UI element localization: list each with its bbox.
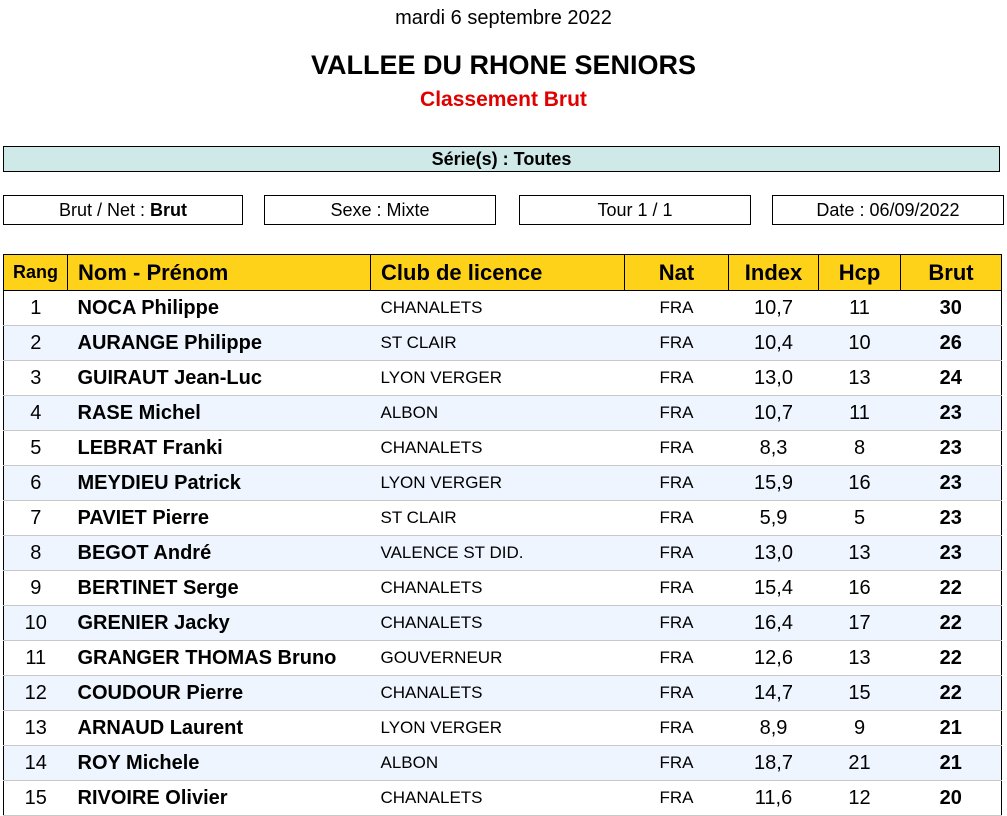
table-row [4, 676, 1002, 711]
cell-club: CHANALETS [371, 431, 625, 466]
date-box [772, 195, 1004, 225]
date-value: 06/09/2022 [869, 200, 960, 220]
cell-rang: 4 [4, 396, 68, 431]
cell-index: 11,6 [729, 781, 819, 816]
cell-nat: FRA [625, 606, 729, 641]
table-row [4, 536, 1002, 571]
table-row [4, 501, 1002, 536]
cell-brut: 22 [901, 676, 1002, 711]
cell-hcp: 17 [819, 606, 901, 641]
table-row [4, 396, 1002, 431]
col-header-club: Club de licence [371, 255, 625, 291]
table-row [4, 711, 1002, 746]
col-header-nat: Nat [625, 255, 729, 291]
cell-brut: 20 [901, 781, 1002, 816]
table-row [4, 326, 1002, 361]
table-header-row [4, 255, 1002, 291]
cell-hcp: 9 [819, 711, 901, 746]
table-row [4, 746, 1002, 781]
cell-hcp: 13 [819, 536, 901, 571]
series-banner: Série(s) : Toutes [3, 146, 1000, 172]
cell-brut: 21 [901, 746, 1002, 781]
cell-nom: NOCA Philippe [68, 291, 371, 326]
cell-rang: 6 [4, 466, 68, 501]
cell-nom: LEBRAT Franki [68, 431, 371, 466]
report-date: mardi 6 septembre 2022 [395, 7, 612, 29]
cell-nat: FRA [625, 326, 729, 361]
cell-hcp: 15 [819, 676, 901, 711]
cell-index: 8,9 [729, 711, 819, 746]
cell-nom: AURANGE Philippe [68, 326, 371, 361]
cell-rang: 12 [4, 676, 68, 711]
table-row [4, 431, 1002, 466]
table-row [4, 781, 1002, 816]
cell-nom: BEGOT André [68, 536, 371, 571]
cell-index: 12,6 [729, 641, 819, 676]
cell-index: 15,9 [729, 466, 819, 501]
cell-nat: FRA [625, 536, 729, 571]
competition-title: VALLEE DU RHONE SENIORS [310, 50, 697, 80]
cell-rang: 8 [4, 536, 68, 571]
cell-club: GOUVERNEUR [371, 641, 625, 676]
sexe-value: Mixte [386, 200, 430, 220]
cell-nom: GRANGER THOMAS Bruno [68, 641, 371, 676]
cell-brut: 22 [901, 641, 1002, 676]
cell-nat: FRA [625, 361, 729, 396]
table-row [4, 291, 1002, 326]
cell-nat: FRA [625, 711, 729, 746]
cell-brut: 21 [901, 711, 1002, 746]
cell-brut: 22 [901, 606, 1002, 641]
cell-club: CHANALETS [371, 571, 625, 606]
col-header-index: Index [729, 255, 819, 291]
cell-rang: 9 [4, 571, 68, 606]
cell-index: 15,4 [729, 571, 819, 606]
cell-index: 10,7 [729, 396, 819, 431]
cell-hcp: 5 [819, 501, 901, 536]
col-header-brut: Brut [901, 255, 1002, 291]
date-label: Date : [816, 200, 865, 220]
cell-brut: 23 [901, 536, 1002, 571]
cell-brut: 23 [901, 396, 1002, 431]
cell-club: ST CLAIR [371, 326, 625, 361]
cell-hcp: 13 [819, 641, 901, 676]
cell-rang: 1 [4, 291, 68, 326]
cell-nat: FRA [625, 571, 729, 606]
cell-club: CHANALETS [371, 676, 625, 711]
cell-club: VALENCE ST DID. [371, 536, 625, 571]
cell-club: CHANALETS [371, 781, 625, 816]
cell-nom: RIVOIRE Olivier [68, 781, 371, 816]
table-row [4, 571, 1002, 606]
cell-brut: 26 [901, 326, 1002, 361]
cell-brut: 22 [901, 571, 1002, 606]
cell-hcp: 21 [819, 746, 901, 781]
brut-net-label: Brut / Net : [58, 200, 145, 220]
brut-net-box [3, 195, 243, 225]
cell-hcp: 8 [819, 431, 901, 466]
col-header-hcp: Hcp [819, 255, 901, 291]
table-row [4, 606, 1002, 641]
ranking-subtitle: Classement Brut [420, 88, 587, 111]
cell-nat: FRA [625, 466, 729, 501]
cell-nom: BERTINET Serge [68, 571, 371, 606]
brut-net-value: Brut [150, 200, 188, 220]
col-header-rang: Rang [4, 255, 68, 291]
table-row [4, 641, 1002, 676]
cell-hcp: 10 [819, 326, 901, 361]
cell-brut: 23 [901, 501, 1002, 536]
table-row [4, 466, 1002, 501]
cell-rang: 3 [4, 361, 68, 396]
cell-hcp: 11 [819, 291, 901, 326]
cell-index: 10,4 [729, 326, 819, 361]
cell-hcp: 12 [819, 781, 901, 816]
cell-club: ALBON [371, 746, 625, 781]
cell-nom: ROY Michele [68, 746, 371, 781]
cell-club: LYON VERGER [371, 711, 625, 746]
cell-nat: FRA [625, 431, 729, 466]
cell-brut: 24 [901, 361, 1002, 396]
cell-club: CHANALETS [371, 291, 625, 326]
cell-nom: PAVIET Pierre [68, 501, 371, 536]
cell-nat: FRA [625, 396, 729, 431]
cell-index: 16,4 [729, 606, 819, 641]
cell-hcp: 11 [819, 396, 901, 431]
cell-nat: FRA [625, 641, 729, 676]
cell-nat: FRA [625, 676, 729, 711]
cell-hcp: 16 [819, 466, 901, 501]
cell-index: 13,0 [729, 536, 819, 571]
cell-index: 8,3 [729, 431, 819, 466]
tour-box [519, 195, 751, 225]
cell-rang: 15 [4, 781, 68, 816]
cell-brut: 23 [901, 466, 1002, 501]
cell-index: 13,0 [729, 361, 819, 396]
sexe-box [264, 195, 496, 225]
sexe-label: Sexe : [330, 200, 382, 220]
cell-rang: 2 [4, 326, 68, 361]
results-table [3, 254, 1002, 816]
cell-nat: FRA [625, 501, 729, 536]
cell-nat: FRA [625, 746, 729, 781]
cell-rang: 7 [4, 501, 68, 536]
cell-nom: MEYDIEU Patrick [68, 466, 371, 501]
cell-nat: FRA [625, 291, 729, 326]
cell-rang: 10 [4, 606, 68, 641]
cell-rang: 11 [4, 641, 68, 676]
cell-index: 18,7 [729, 746, 819, 781]
cell-rang: 5 [4, 431, 68, 466]
cell-index: 14,7 [729, 676, 819, 711]
cell-index: 5,9 [729, 501, 819, 536]
cell-club: LYON VERGER [371, 361, 625, 396]
col-header-nom: Nom - Prénom [68, 255, 371, 291]
cell-rang: 13 [4, 711, 68, 746]
table-row [4, 361, 1002, 396]
cell-hcp: 13 [819, 361, 901, 396]
cell-nom: GUIRAUT Jean-Luc [68, 361, 371, 396]
cell-club: LYON VERGER [371, 466, 625, 501]
cell-nom: ARNAUD Laurent [68, 711, 371, 746]
cell-nom: RASE Michel [68, 396, 371, 431]
cell-hcp: 16 [819, 571, 901, 606]
cell-index: 10,7 [729, 291, 819, 326]
cell-club: ST CLAIR [371, 501, 625, 536]
cell-club: ALBON [371, 396, 625, 431]
cell-nom: GRENIER Jacky [68, 606, 371, 641]
cell-club: CHANALETS [371, 606, 625, 641]
cell-nat: FRA [625, 781, 729, 816]
cell-nom: COUDOUR Pierre [68, 676, 371, 711]
cell-brut: 23 [901, 431, 1002, 466]
cell-brut: 30 [901, 291, 1002, 326]
cell-rang: 14 [4, 746, 68, 781]
tour-value: Tour 1 / 1 [597, 200, 673, 220]
